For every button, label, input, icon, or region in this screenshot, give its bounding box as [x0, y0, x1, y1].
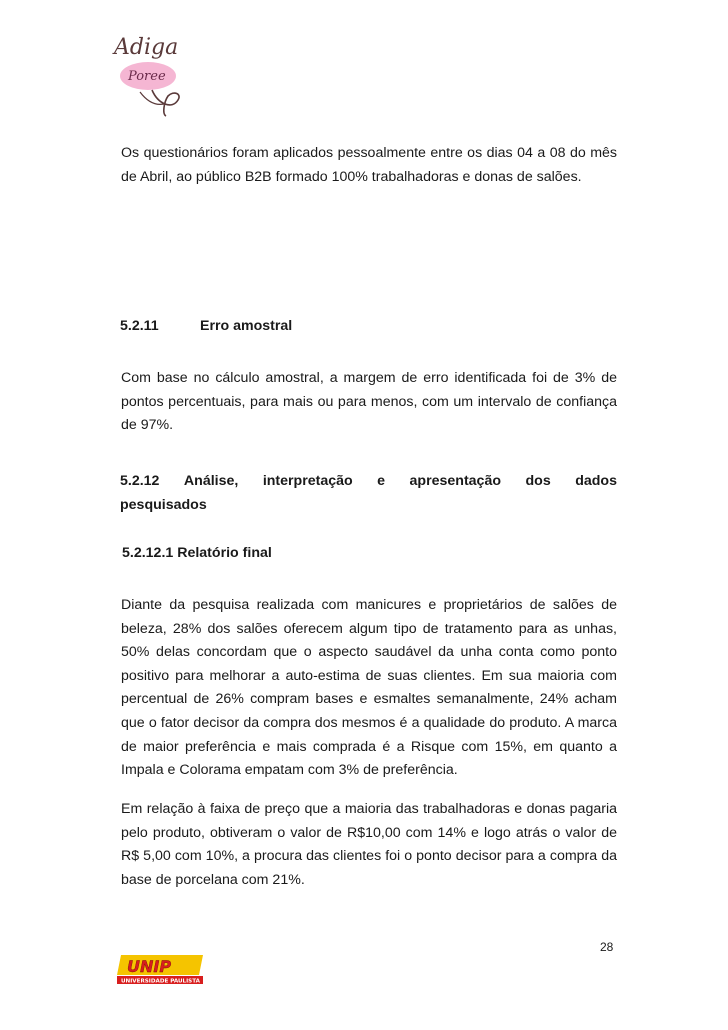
logo-swirl-icon [152, 90, 179, 116]
heading-line-1 [120, 470, 617, 494]
heading-line-2: pesquisados [120, 496, 207, 513]
section-heading-5-2-11 [120, 318, 292, 334]
section-heading-5-2-12 [120, 470, 617, 517]
erro-amostral-paragraph: Com base no cálculo amostral, a margem de erro identificada foi de 3% de pontos percentuais, para mais ou para menos, com um intervalo de confiança de 97%. [121, 370, 617, 434]
relatorio-final-paragraph: Diante da pesquisa realizada com manicures e proprietários de salões de beleza, 28% dos salões oferecem algum tipo de tratamento para as unhas, 50% delas concordam que o aspecto saudável da unha conta como ponto positivo para melhorar a auto-estima de suas clientes. Em sua maioria com percentual de 26% compram bases e esmaltes semanalmente, 24% acham que o fator decisor da compra dos mesmos é a qualidade do produto. A marca de maior preferência e mais comprada é a Risque com 15%, em quanto a Impala e Colorama empatam com 3% de preferência. [121, 597, 617, 779]
intro-paragraph: Os questionários foram aplicados pessoalmente entre os dias 04 a 08 do mês de Abril, ao público B2B formado 100% trabalhadoras e donas de salões. [121, 145, 617, 185]
logo-text-top: Adiga [114, 35, 179, 60]
heading-word: dos [525, 473, 551, 489]
header-logo [112, 30, 212, 120]
page-number: 28 [600, 940, 614, 954]
footer-unip-logo [115, 953, 205, 985]
heading-word: e [377, 473, 386, 489]
section-number: 5.2.12 [120, 473, 160, 489]
section-heading-5-2-12-1: 5.2.12.1 Relatório final [122, 545, 272, 561]
section-title: Erro amostral [200, 318, 293, 334]
unip-text: UNIP [127, 957, 172, 976]
heading-word: apresentação [409, 473, 502, 489]
section-number: 5.2.11 [120, 318, 159, 334]
heading-word: Análise, [183, 473, 239, 489]
unip-subtext: UNIVERSIDADE PAULISTA [121, 978, 200, 985]
relatorio-final-paragraph-2: Em relação à faixa de preço que a maioria das trabalhadoras e donas pagaria pelo produto, obtiveram o valor de R$10,00 com 14% e logo atrás o valor de R$ 5,00 com 10%, a procura das clientes foi o ponto decisor para a compra da base de porcelana com 21%. [121, 801, 617, 888]
logo-text-script: Poree [128, 69, 166, 84]
heading-word: dados [575, 473, 617, 489]
heading-word: interpretação [262, 473, 353, 489]
